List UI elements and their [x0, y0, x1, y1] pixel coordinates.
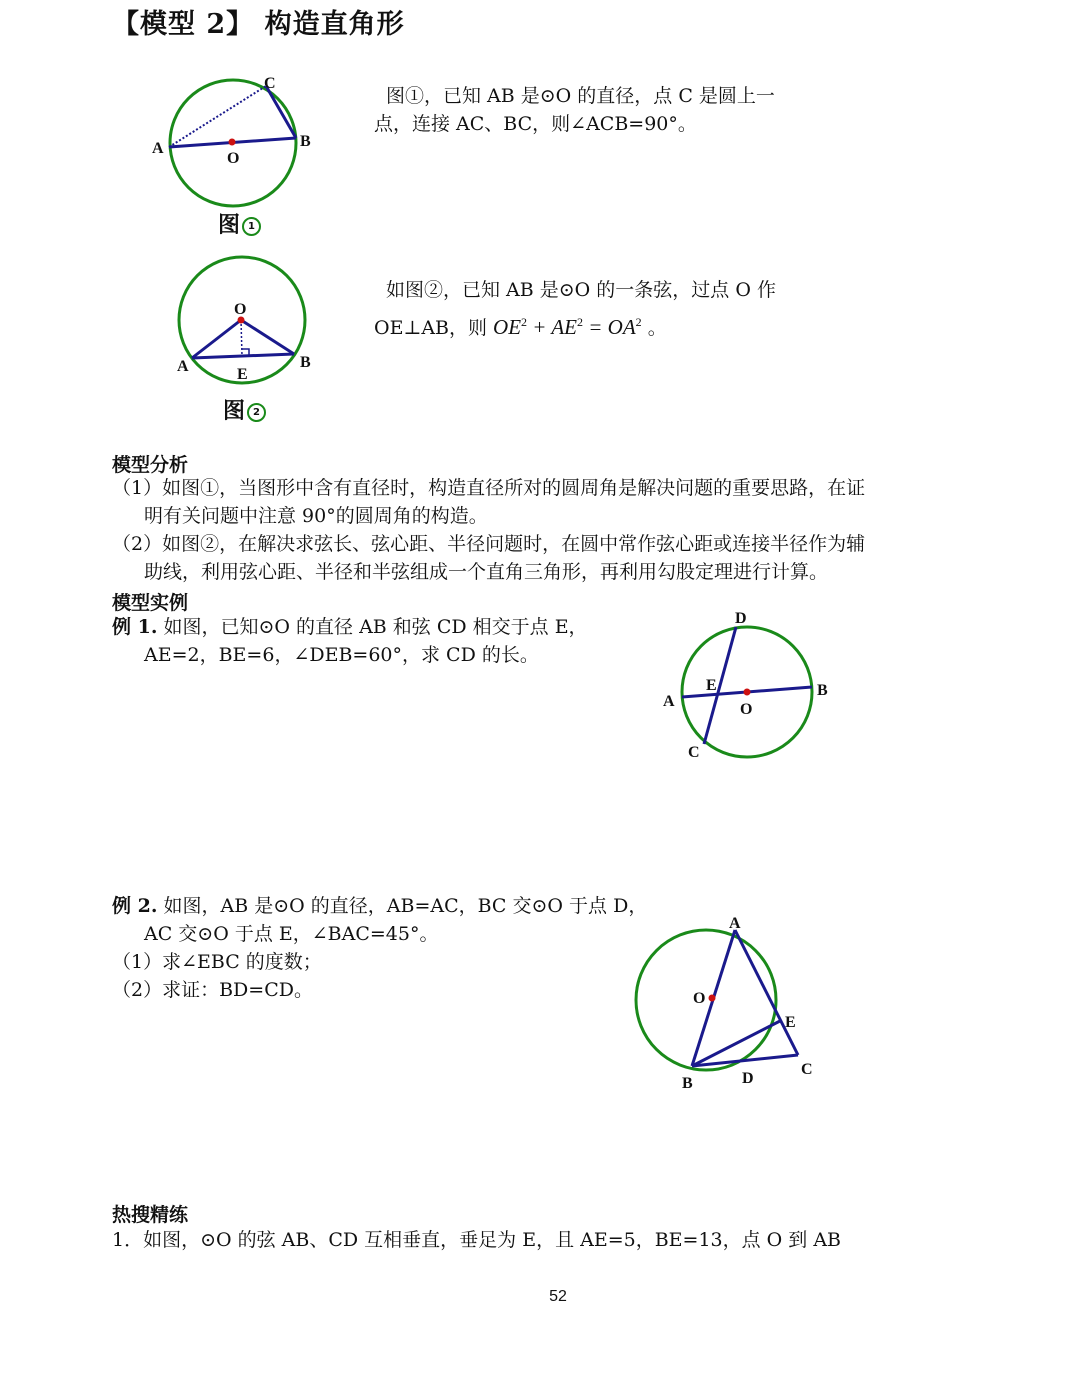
example-1-line-1: 例 1. 如图，已知⊙O 的直径 AB 和弦 CD 相交于点 E， — [112, 616, 588, 638]
ex1-center-dot — [744, 689, 751, 696]
fig1-center-dot — [229, 139, 236, 146]
ex1-label-e: E — [706, 677, 717, 694]
fig2-label-e: E — [237, 366, 248, 383]
page-title: 【模型 2】 构造直角形 — [112, 9, 405, 40]
example-1-line-2: AE=2，BE=6，∠DEB=60°，求 CD 的长。 — [144, 644, 539, 666]
analysis-body — [112, 474, 865, 586]
figure-2-text-line-2: OE⊥AB，则 $OE^2 + AE^2 = OA^2$ 。 — [374, 315, 667, 339]
example-2-question-2: （2）求证：BD=CD。 — [112, 979, 313, 1001]
ex1-label-c: C — [688, 744, 700, 761]
ex2-circle — [636, 930, 776, 1070]
example-2-line-1: 例 2. 如图，AB 是⊙O 的直径，AB=AC，BC 交⊙O 于点 D， — [112, 895, 648, 917]
ex1-label-d: D — [735, 610, 747, 627]
analysis-heading: 模型分析 — [112, 454, 189, 476]
example-2-question-1: （1）求∠EBC 的度数； — [112, 951, 322, 973]
figure-1-diagram — [148, 70, 348, 210]
fig2-label-o: O — [234, 301, 247, 318]
fig1-label-o: O — [227, 150, 240, 167]
practice-heading: 热搜精练 — [112, 1204, 189, 1226]
figure-2-description — [374, 276, 776, 342]
ex1-label-b: B — [817, 682, 828, 699]
fig2-chord-ab — [192, 354, 294, 358]
figure-2-text-line-1: 如图②，已知 AB 是⊙O 的一条弦，过点 O 作 — [386, 279, 776, 301]
ex2-label-c: C — [801, 1061, 813, 1078]
figure-1-number-badge: 1 — [242, 217, 261, 236]
fig2-right-angle-mark — [242, 349, 249, 355]
fig2-perpendicular-oe — [241, 320, 242, 356]
analysis-p1-line-1: （1）如图①，当图形中含有直径时，构造直径所对的圆周角是解决问题的重要思路，在证 — [112, 477, 866, 499]
figure-2-number-badge: 2 — [247, 403, 266, 422]
figure-1-caption: 图 1 — [218, 208, 261, 239]
example-2-diagram — [636, 908, 836, 1092]
page-number: 52 — [549, 1288, 567, 1305]
ex2-label-o: O — [693, 990, 706, 1007]
fig1-chord-bc — [266, 86, 296, 138]
example-1-text — [112, 613, 588, 669]
pythagorean-formula: $OE^2 + AE^2 = OA^2$ — [493, 315, 642, 339]
fig1-label-b: B — [300, 133, 311, 150]
ex1-label-a: A — [663, 693, 675, 710]
figure-1-text-line-2: 点，连接 AC、BC，则∠ACB=90°。 — [374, 113, 697, 135]
fig1-label-a: A — [152, 140, 164, 157]
ex2-center-dot — [709, 995, 716, 1002]
example-2-line-2: AC 交⊙O 于点 E，∠BAC=45°。 — [144, 923, 439, 945]
fig2-radius-oa — [192, 320, 241, 358]
examples-heading: 模型实例 — [112, 592, 189, 614]
figure-1-description — [374, 82, 775, 138]
practice-question-1: 1．如图，⊙O 的弦 AB、CD 互相垂直，垂足为 E，且 AE=5，BE=13，点 O 到 AB — [112, 1229, 842, 1251]
analysis-p2-line-1: （2）如图②，在解决求弦长、弦心距、半径问题时，在圆中常作弦心距或连接半径作为辅 — [112, 533, 866, 555]
figure-2-caption: 图 2 — [223, 394, 266, 425]
ex2-label-e: E — [785, 1014, 796, 1031]
analysis-p1-line-2: 明有关问题中注意 90°的圆周角的构造。 — [144, 505, 488, 527]
example-1-label: 例 1. — [112, 616, 158, 638]
fig1-chord-ac — [169, 86, 266, 147]
fig2-label-b: B — [300, 354, 311, 371]
ex2-label-a: A — [729, 915, 741, 932]
figure-2-diagram — [168, 250, 368, 400]
example-1-diagram — [656, 600, 856, 770]
example-2-label: 例 2. — [112, 895, 158, 917]
fig1-label-c: C — [264, 75, 276, 92]
analysis-p2-line-2: 助线，利用弦心距、半径和半弦组成一个直角三角形，再利用勾股定理进行计算。 — [144, 561, 829, 583]
ex2-label-b: B — [682, 1075, 693, 1092]
fig2-label-a: A — [177, 358, 189, 375]
example-2-text — [112, 892, 647, 1004]
figure-1-text-line-1: 图①，已知 AB 是⊙O 的直径，点 C 是圆上一 — [386, 85, 775, 107]
ex1-label-o: O — [740, 701, 753, 718]
ex2-label-d: D — [742, 1070, 754, 1087]
